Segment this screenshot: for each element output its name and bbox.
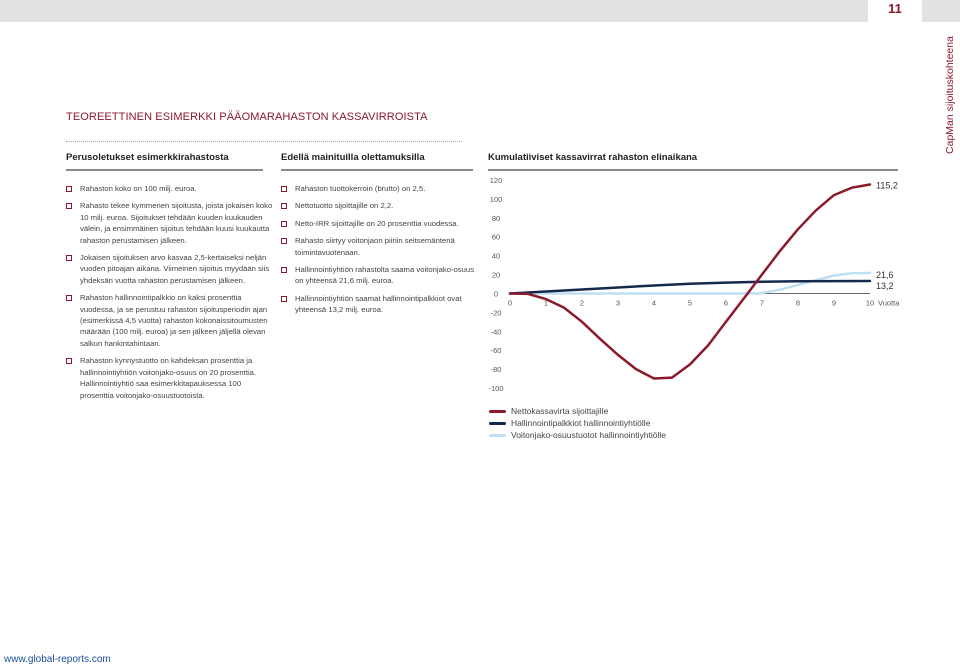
results-list xyxy=(281,183,476,322)
legend-item xyxy=(489,429,666,441)
title-divider xyxy=(66,141,462,142)
chart-legend xyxy=(489,405,666,441)
list-item: Jokaisen sijoituksen arvo kasvaa 2,5-kertaiseksi neljän vuoden pitoajan aikana. Viimeinen sijoitus myydään siis yhdeksän vuotta rahaston perustamisen jälkeen. xyxy=(66,252,276,286)
side-section-label-text: CapMan sijoituskohteena xyxy=(944,36,956,154)
y-tick-label: -80 xyxy=(490,365,502,375)
legend-label: Hallinnointipalkkiot hallinnointiyhtiölle xyxy=(511,418,651,428)
series-line xyxy=(510,281,870,294)
list-item: Nettotuotto sijoittajille on 2,2. xyxy=(281,200,476,211)
x-tick-label: 0 xyxy=(507,298,513,308)
y-tick-label: 120 xyxy=(489,176,503,185)
legend-swatch-management-fees xyxy=(489,422,506,425)
x-tick-label: 1 xyxy=(543,298,549,308)
y-tick-label: -60 xyxy=(490,346,502,356)
y-tick-label: 20 xyxy=(491,270,501,280)
list-item: Hallinnointiyhtiön saamat hallinnointipalkkiot ovat yhteensä 13,2 milj. euroa. xyxy=(281,293,476,316)
page-number: 11 xyxy=(868,0,922,22)
x-tick-label: 9 xyxy=(831,298,837,308)
legend-label: Nettokassavirta sijoittajille xyxy=(511,406,609,416)
x-tick-label: 3 xyxy=(615,298,621,308)
y-tick-label: 40 xyxy=(491,251,501,261)
list-item: Rahaston kynnystuotto on kahdeksan prosenttia ja hallinnointiyhtiön voitonjako-osuus on 20 prosenttia. Hallinnointiyhtiö saa esimerkkitapauksessa 100 prosenttia voitonjako-osuustuotoista. xyxy=(66,355,276,401)
x-tick-label: 4 xyxy=(651,298,657,308)
legend-swatch-net-cash-flow xyxy=(489,410,506,413)
assumptions-list xyxy=(66,183,276,407)
data-label: 115,2 xyxy=(876,180,898,191)
list-item: Hallinnointiyhtiön rahastolta saama voitonjako-osuus on yhteensä 21,6 milj. euroa. xyxy=(281,264,476,287)
x-tick-label: 10 xyxy=(865,298,875,308)
legend-item xyxy=(489,417,666,429)
y-tick-label: -40 xyxy=(490,327,502,337)
list-item: Rahaston hallinnointipalkkio on kaksi prosenttia vuodessa, ja se perustuu rahaston sijoitusperiodin ajan (esimerkissä 4,5 vuotta) rahaston kokonaissitoumusten määrään (100 milj. euroa) ja sen jälkeen jäljellä olevan salkun hankintahintaan. xyxy=(66,292,276,349)
legend-label: Voitonjako-osuustuotot hallinnointiyhtiölle xyxy=(511,430,666,440)
y-tick-label: -100 xyxy=(488,384,504,393)
side-section-label xyxy=(940,36,960,154)
x-tick-label: 6 xyxy=(723,298,729,308)
footer-link[interactable]: www.global-reports.com xyxy=(4,654,111,665)
x-tick-label: 7 xyxy=(759,298,765,308)
legend-item xyxy=(489,405,666,417)
data-label: 13,2 xyxy=(876,280,894,291)
y-tick-label: 0 xyxy=(493,289,499,299)
cash-flow-chart xyxy=(480,170,910,398)
y-tick-label: 100 xyxy=(489,194,503,204)
column-rule-2 xyxy=(281,169,473,171)
column-rule-1 xyxy=(66,169,263,171)
list-item: Rahaston tuottokerroin (brutto) on 2,5. xyxy=(281,183,476,194)
x-axis-label: Vuotta xyxy=(878,298,900,308)
y-tick-label: -20 xyxy=(490,308,502,318)
list-item: Rahasto tekee kymmenen sijoitusta, joista jokaisen koko 10 milj. euroa. Sijoitukset tehdään kuuden kuukauden välein, ja ensimmäinen sijoitus tehdään kuusi kuukautta rahaston perustamisen jälkeen. xyxy=(66,200,276,246)
x-tick-label: 8 xyxy=(795,298,801,308)
data-label: 21,6 xyxy=(876,270,894,281)
list-item: Rahasto siirtyy voitonjaon piiriin seitsemäntenä toimintavuotenaan. xyxy=(281,235,476,258)
list-item: Netto-IRR sijoittajille on 20 prosenttia vuodessa. xyxy=(281,218,476,229)
top-bar xyxy=(0,0,960,22)
column-heading-results: Edellä mainituilla olettamuksilla xyxy=(281,152,425,163)
column-heading-chart: Kumulatiiviset kassavirrat rahaston elinaikana xyxy=(488,152,698,163)
page-title: TEOREETTINEN ESIMERKKI PÄÄOMARAHASTON KASSAVIRROISTA xyxy=(66,111,428,123)
y-tick-label: 60 xyxy=(491,232,501,242)
legend-swatch-carried-interest xyxy=(489,434,506,437)
x-tick-label: 5 xyxy=(687,298,693,308)
x-tick-label: 2 xyxy=(579,298,585,308)
y-tick-label: 80 xyxy=(491,213,501,223)
column-heading-assumptions: Perusoletukset esimerkkirahastosta xyxy=(66,152,229,163)
list-item: Rahaston koko on 100 milj. euroa. xyxy=(66,183,276,194)
